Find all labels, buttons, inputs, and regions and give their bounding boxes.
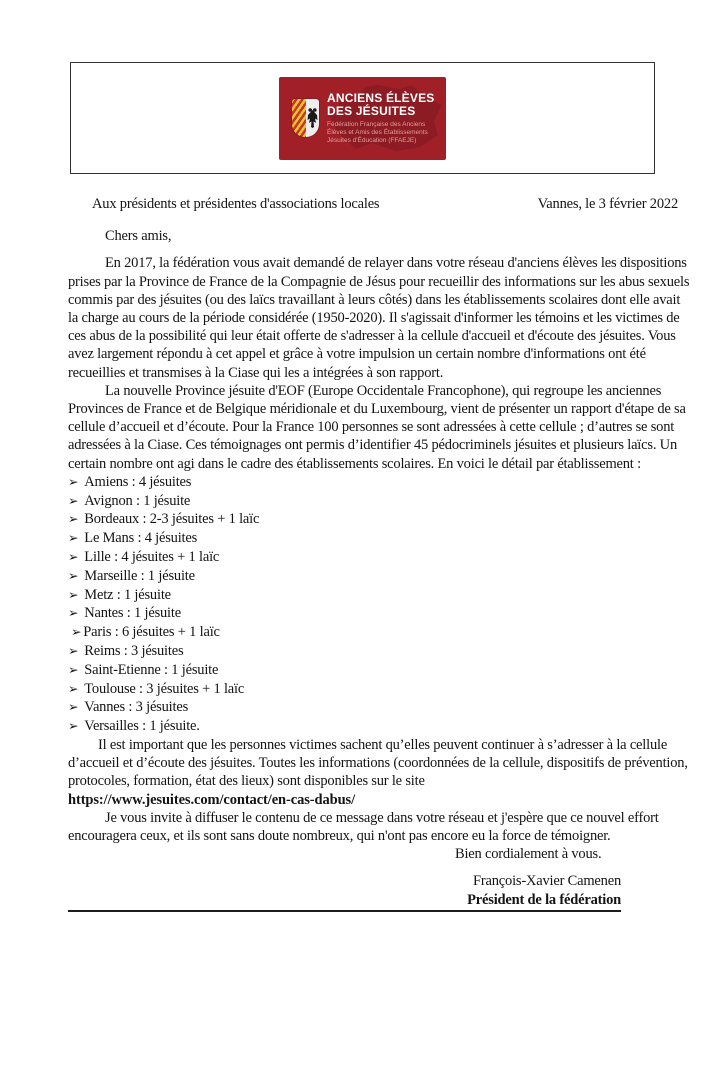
establishment-text: Lille : 4 jésuites + 1 laïc [84,549,220,566]
establishment-text: Metz : 1 jésuite [84,586,171,603]
establishment-list [68,473,692,736]
list-item [68,604,692,623]
list-item [68,548,692,567]
closing-paragraph: Il est important que les personnes victimes sachent qu’elles peuvent continuer à s’adresser à la cellule d’accueil et d’écoute des jésuites. Toutes les informations (coordonnées de la cellule, dispositifs de prévention, protocoles, formation, état des lieux) sont disponibles sur le site [68,737,688,790]
list-item [68,567,692,586]
arrow-bullet-icon: ➢ [68,473,79,489]
logo-title: ANCIENS ÉLÈVES DES JÉSUITES [327,90,435,118]
establishment-text: Saint-Etienne : 1 jésuite [84,661,219,678]
arrow-bullet-icon: ➢ [68,511,79,527]
arrow-bullet-icon: ➢ [68,567,79,583]
recipient-line: Aux présidents et présidentes d'associations locales [92,196,380,212]
list-item [68,661,692,680]
list-item [68,623,692,642]
list-item [68,680,692,699]
establishment-text: Toulouse : 3 jésuites + 1 laïc [84,680,245,697]
paragraph-1: En 2017, la fédération vous avait demandé de relayer dans votre réseau d'anciens élèves les dispositions prises par la Province de France de la Compagnie de Jésus pour recueillir des informations sur les abus sexuels commis par des jésuites (ou des laïcs travaillant à leurs côtés) dans les établissements scolaires dont elle avait la charge au cours de la période considérée (1950-2020). Il s'agissait d'informer les témoins et les victimes de ces abus de la possibilité qui leur était offerte de s'adresser à la cellule d'accueil et d'écoute des jésuites. Vous avez largement répondu à cet appel et grâce à votre impulsion un certain nombre d'informations ont été recueillies et transmises à la Ciase qui les a intégrées à son rapport. [68,255,690,381]
establishment-text: Reims : 3 jésuites [84,643,184,660]
list-item [68,717,692,736]
valediction: Bien cordialement à vous. [455,846,602,863]
shield-icon [292,99,319,137]
arrow-bullet-icon: ➢ [68,586,79,602]
final-paragraph: Je vous invite à diffuser le contenu de ce message dans votre réseau et j'espère que ce nouvel effort encouragera ceux, et ils sont sans doute nombreux, qui n'ont pas encore eu la force de témoigner. [68,809,659,845]
signature-block [68,872,621,911]
letter-page [0,62,724,1086]
establishment-text: Bordeaux : 2-3 jésuites + 1 laïc [84,511,260,528]
arrow-bullet-icon: ➢ [68,643,79,659]
arrow-bullet-icon: ➢ [68,718,79,734]
list-item [68,510,692,529]
list-item [68,698,692,717]
arrow-bullet-icon: ➢ [68,605,79,621]
arrow-bullet-icon: ➢ [68,492,79,508]
arrow-bullet-icon: ➢ [68,680,79,696]
address-row [68,195,692,213]
shield-panel [306,99,320,137]
signature-title: Président de la fédération [467,891,621,908]
salutation: Chers amis, [105,228,172,245]
federation-logo [279,77,446,160]
establishment-text: Marseille : 1 jésuite [84,567,195,584]
logo-subtitle: Fédération Française des Anciens Élèves et Amis des Établissements Jésuites d'Éducation (FFAEJE) [327,120,428,144]
establishment-text: Paris : 6 jésuites + 1 laïc [83,624,220,641]
list-item [68,529,692,548]
shield-stripes [292,99,306,137]
arrow-bullet-icon: ➢ [71,624,82,640]
list-item [68,492,692,511]
logo-frame [70,62,655,174]
list-item [68,586,692,605]
arrow-bullet-icon: ➢ [68,699,79,715]
establishment-text: Amiens : 4 jésuites [84,473,192,490]
arrow-bullet-icon: ➢ [68,549,79,565]
date-line: Vannes, le 3 février 2022 [537,196,678,212]
paragraph-2: La nouvelle Province jésuite d'EOF (Europe Occidentale Francophone), qui regroupe les anciennes Provinces de France et de Belgique méridionale et du Luxembourg, vient de présenter un rapport d'étape de sa cellule d’accueil et d’écoute. Pour la France 100 personnes se sont adressées à cette cellule ; d’autres se sont adressées à la Ciase. Ces témoignages ont permis d’identifier 45 pédocriminels jésuites et plusieurs laïcs. Un certain nombre ont agi dans le cadre des établissements scolaires. En voici le détail par établissement : [68,382,686,472]
logo-text-block [327,92,435,145]
list-item [68,473,692,492]
arrow-bullet-icon: ➢ [68,661,79,677]
establishment-text: Vannes : 3 jésuites [84,699,189,716]
signature-name: François-Xavier Camenen [473,873,621,890]
establishment-text: Nantes : 1 jésuite [84,605,181,622]
arrow-bullet-icon: ➢ [68,530,79,546]
double-headed-eagle-icon [307,107,318,129]
abuse-contact-link[interactable]: https://www.jesuites.com/contact/en-cas-dabus/ [68,791,356,808]
list-item [68,642,692,661]
establishment-text: Le Mans : 4 jésuites [84,530,198,547]
establishment-text: Versailles : 1 jésuite. [84,718,200,735]
establishment-text: Avignon : 1 jésuite [84,492,191,509]
